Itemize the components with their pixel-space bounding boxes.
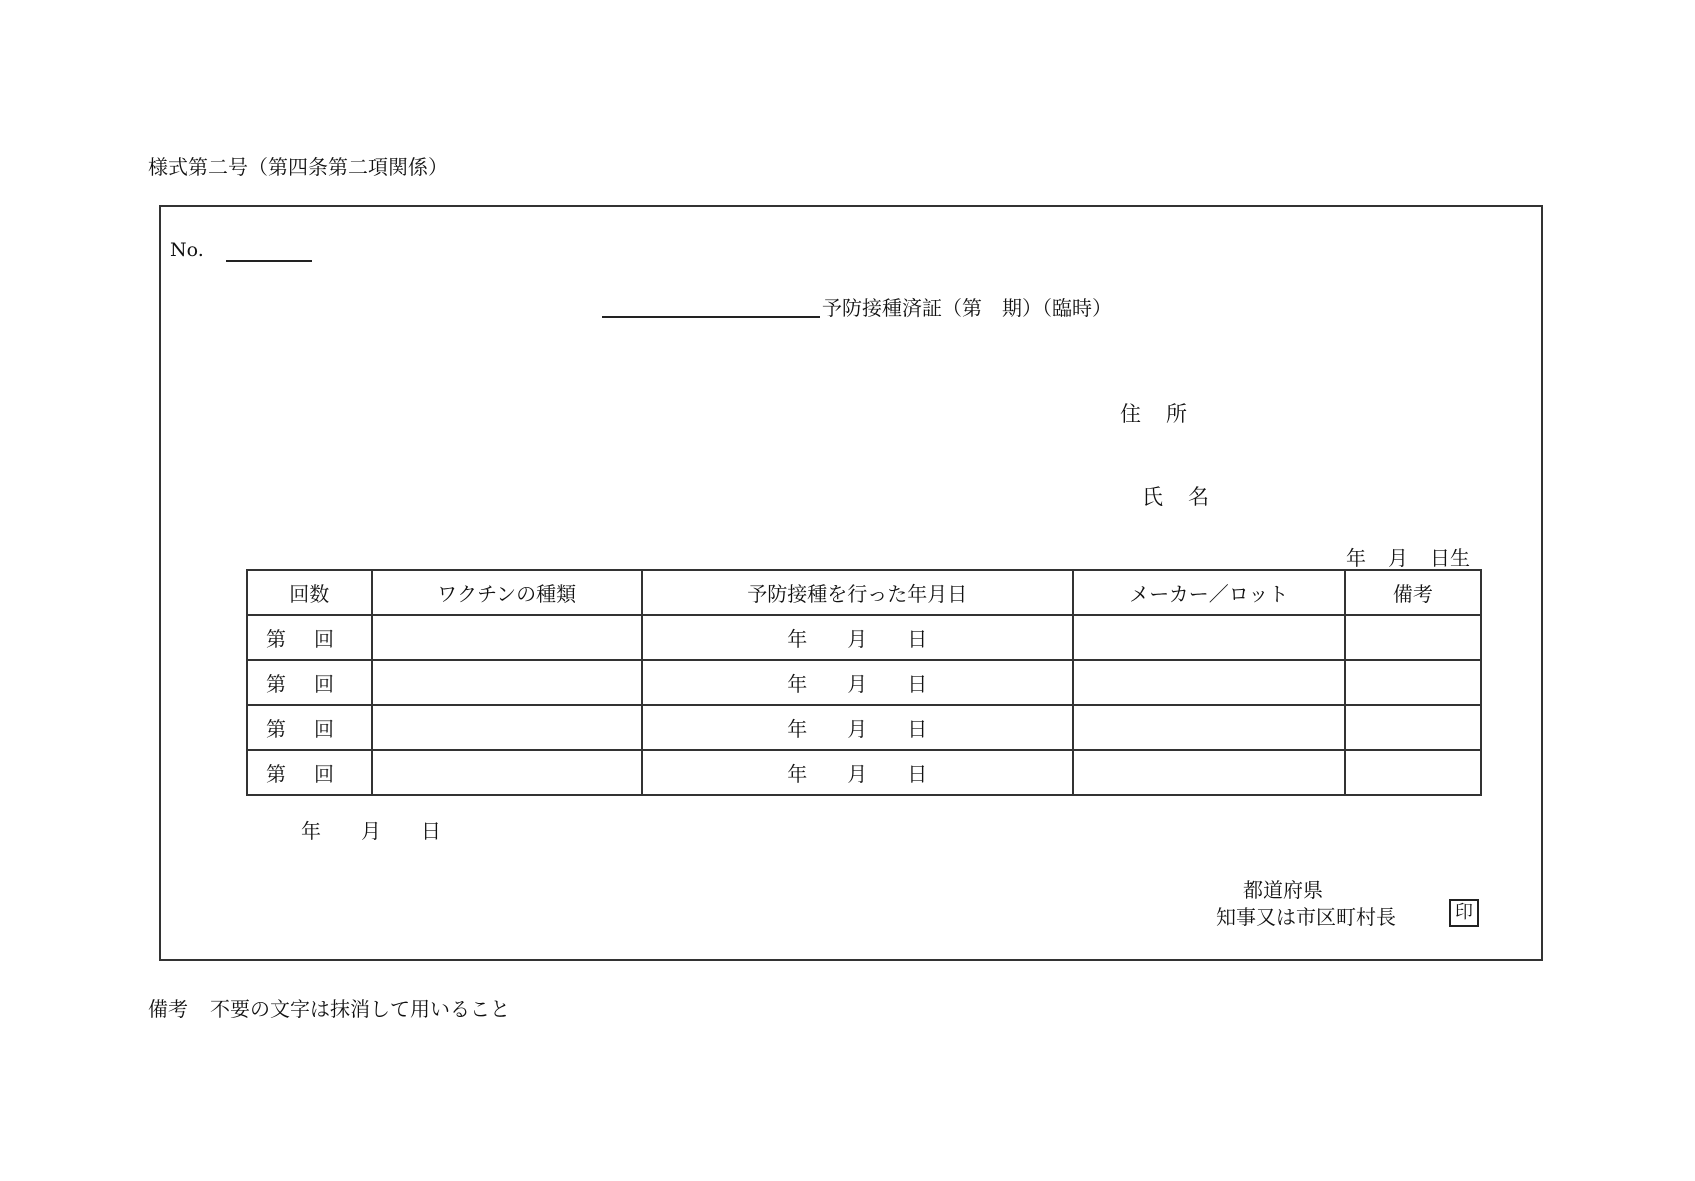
maker-lot-cell [1073, 660, 1345, 705]
issue-date [301, 815, 441, 844]
round-suffix: 回 [314, 672, 334, 696]
number-label: No. [170, 239, 204, 261]
footer-remark [148, 993, 510, 1022]
date-month: 月 [847, 627, 868, 651]
number-blank-line [226, 260, 312, 262]
round-prefix: 第 [266, 672, 286, 696]
table-header-row [247, 570, 1481, 615]
remarks-cell [1345, 750, 1481, 795]
header-vaccine-type: ワクチンの種類 [372, 570, 642, 615]
header-vaccination-date: 予防接種を行った年月日 [642, 570, 1073, 615]
maker-lot-cell [1073, 750, 1345, 795]
table-row [247, 660, 1481, 705]
birth-month-label: 月 [1388, 546, 1408, 570]
table-row [247, 615, 1481, 660]
vaccine-name-blank-line [602, 316, 820, 318]
date-month: 月 [847, 717, 868, 741]
vaccination-date-cell [642, 615, 1073, 660]
date-month: 月 [847, 762, 868, 786]
vaccination-records-table [246, 569, 1482, 796]
vaccination-date-cell [642, 660, 1073, 705]
round-suffix: 回 [314, 627, 334, 651]
birth-year-label: 年 [1346, 546, 1366, 570]
date-year: 年 [787, 762, 808, 786]
table-row [247, 750, 1481, 795]
round-suffix: 回 [314, 717, 334, 741]
maker-lot-cell [1073, 615, 1345, 660]
issuer-prefecture: 都道府県 [1243, 878, 1323, 902]
round-prefix: 第 [266, 717, 286, 741]
form-number-title: 様式第二号（第四条第二項関係） [148, 155, 448, 179]
remarks-cell [1345, 660, 1481, 705]
date-year: 年 [787, 627, 808, 651]
maker-lot-cell [1073, 705, 1345, 750]
date-day: 日 [907, 627, 928, 651]
birth-date [1346, 542, 1470, 571]
vaccine-type-cell [372, 660, 642, 705]
issue-month-label: 月 [361, 819, 381, 843]
round-prefix: 第 [266, 762, 286, 786]
vaccine-type-cell [372, 615, 642, 660]
address-label: 住 所 [1120, 402, 1189, 426]
vaccination-date-cell [642, 750, 1073, 795]
date-day: 日 [907, 717, 928, 741]
round-cell [247, 705, 372, 750]
issue-day-label: 日 [421, 819, 441, 843]
header-round: 回数 [247, 570, 372, 615]
issuer-title: 知事又は市区町村長 [1216, 905, 1396, 929]
vaccine-type-cell [372, 705, 642, 750]
remark-text: 不要の文字は抹消して用いること [210, 997, 510, 1021]
header-maker-lot: メーカー／ロット [1073, 570, 1345, 615]
seal-stamp-box: 印 [1449, 899, 1479, 927]
remark-label: 備考 [148, 997, 188, 1021]
header-remarks: 備考 [1345, 570, 1481, 615]
date-day: 日 [907, 762, 928, 786]
vaccine-type-cell [372, 750, 642, 795]
birth-day-label: 日生 [1430, 546, 1470, 570]
round-cell [247, 660, 372, 705]
issue-year-label: 年 [301, 819, 321, 843]
table-row [247, 705, 1481, 750]
round-prefix: 第 [266, 627, 286, 651]
date-year: 年 [787, 717, 808, 741]
name-label: 氏 名 [1142, 485, 1211, 509]
round-cell [247, 615, 372, 660]
remarks-cell [1345, 705, 1481, 750]
date-month: 月 [847, 672, 868, 696]
certificate-title: 予防接種済証（第 期）（臨時） [822, 296, 1112, 320]
date-day: 日 [907, 672, 928, 696]
round-cell [247, 750, 372, 795]
remarks-cell [1345, 615, 1481, 660]
vaccination-date-cell [642, 705, 1073, 750]
round-suffix: 回 [314, 762, 334, 786]
date-year: 年 [787, 672, 808, 696]
